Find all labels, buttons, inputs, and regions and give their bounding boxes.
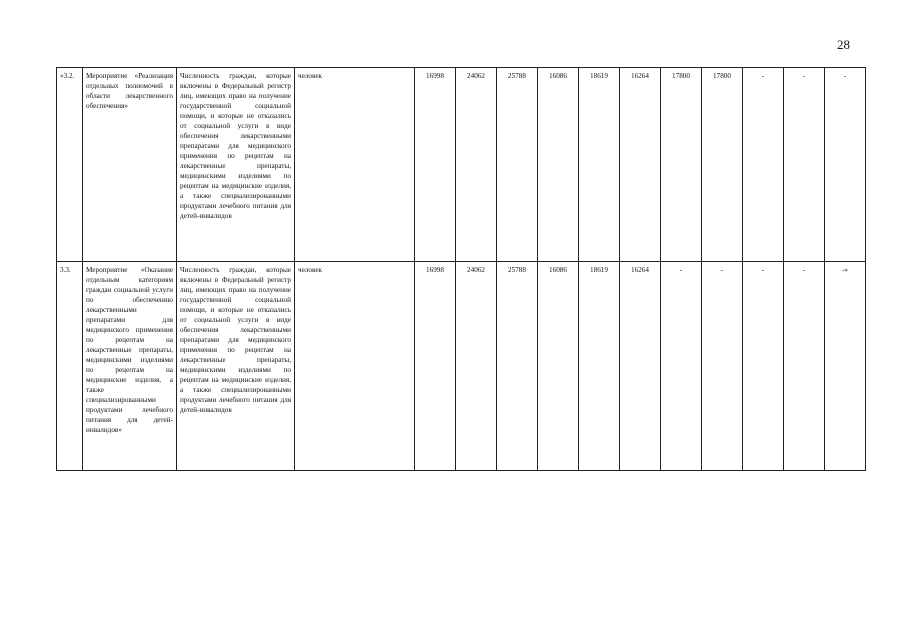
- unit-of-measure: человек: [295, 68, 415, 262]
- row-number: 3.3.: [57, 262, 83, 471]
- value-cell: 25788: [497, 262, 538, 471]
- unit-of-measure: человек: [295, 262, 415, 471]
- value-cell: 18619: [579, 68, 620, 262]
- measure-name: Мероприятие «Оказание отдельным категориям граждан социальной услуги по обеспечению лекарственными препаратами для медицинского применения по рецептам на лекарственные препараты, медицинскими изделиями по рецептам на медицинские изделия, а также специализированными продуктами лечебного питания для детей-инвалидов»: [83, 262, 177, 471]
- value-cell: 16086: [538, 262, 579, 471]
- table-row: [57, 262, 866, 471]
- value-cell: 16086: [538, 68, 579, 262]
- row-number: «3.2.: [57, 68, 83, 262]
- value-cell: 24062: [456, 68, 497, 262]
- value-cell: 16998: [415, 262, 456, 471]
- value-cell: -: [743, 68, 784, 262]
- value-cell: 17800: [702, 68, 743, 262]
- table-row: [57, 68, 866, 262]
- value-cell: 18619: [579, 262, 620, 471]
- value-cell: 17800: [661, 68, 702, 262]
- value-cell: 16998: [415, 68, 456, 262]
- value-cell: -: [784, 262, 825, 471]
- value-cell: 25788: [497, 68, 538, 262]
- value-cell: 24062: [456, 262, 497, 471]
- indicator-name: Численность граждан, которые включены в Федеральный регистр лиц, имеющих право на получение государственной социальной помощи, и которые не отказались от социальной услуги в виде обеспечения лекарственными препаратами для медицинского применения по рецептам на лекарственные препараты, медицинскими изделиями по рецептам на медицинские изделия, а также специализированными продуктами лечебного питания для детей-инвалидов: [177, 262, 295, 471]
- value-cell: -: [702, 262, 743, 471]
- value-cell: -: [743, 262, 784, 471]
- value-cell: -: [825, 68, 866, 262]
- value-cell: -: [661, 262, 702, 471]
- value-cell: 16264: [620, 68, 661, 262]
- value-cell: -: [784, 68, 825, 262]
- value-cell: 16264: [620, 262, 661, 471]
- program-indicators-table: [56, 67, 866, 471]
- page-number: 28: [837, 37, 850, 52]
- indicator-name: Численность граждан, которые включены в Федеральный регистр лиц, имеющих право на получение государственной социальной помощи, и которые не отказались от социальной услуги в виде обеспечения лекарственными препаратами для медицинского применения по рецептам на лекарственные препараты, медицинскими изделиями по рецептам на медицинские изделия, а также специализированными продуктами лечебного питания для детей-инвалидов: [177, 68, 295, 262]
- value-cell: -»: [825, 262, 866, 471]
- measure-name: Мероприятие «Реализация отдельных полномочий в области лекарственного обеспечения»: [83, 68, 177, 262]
